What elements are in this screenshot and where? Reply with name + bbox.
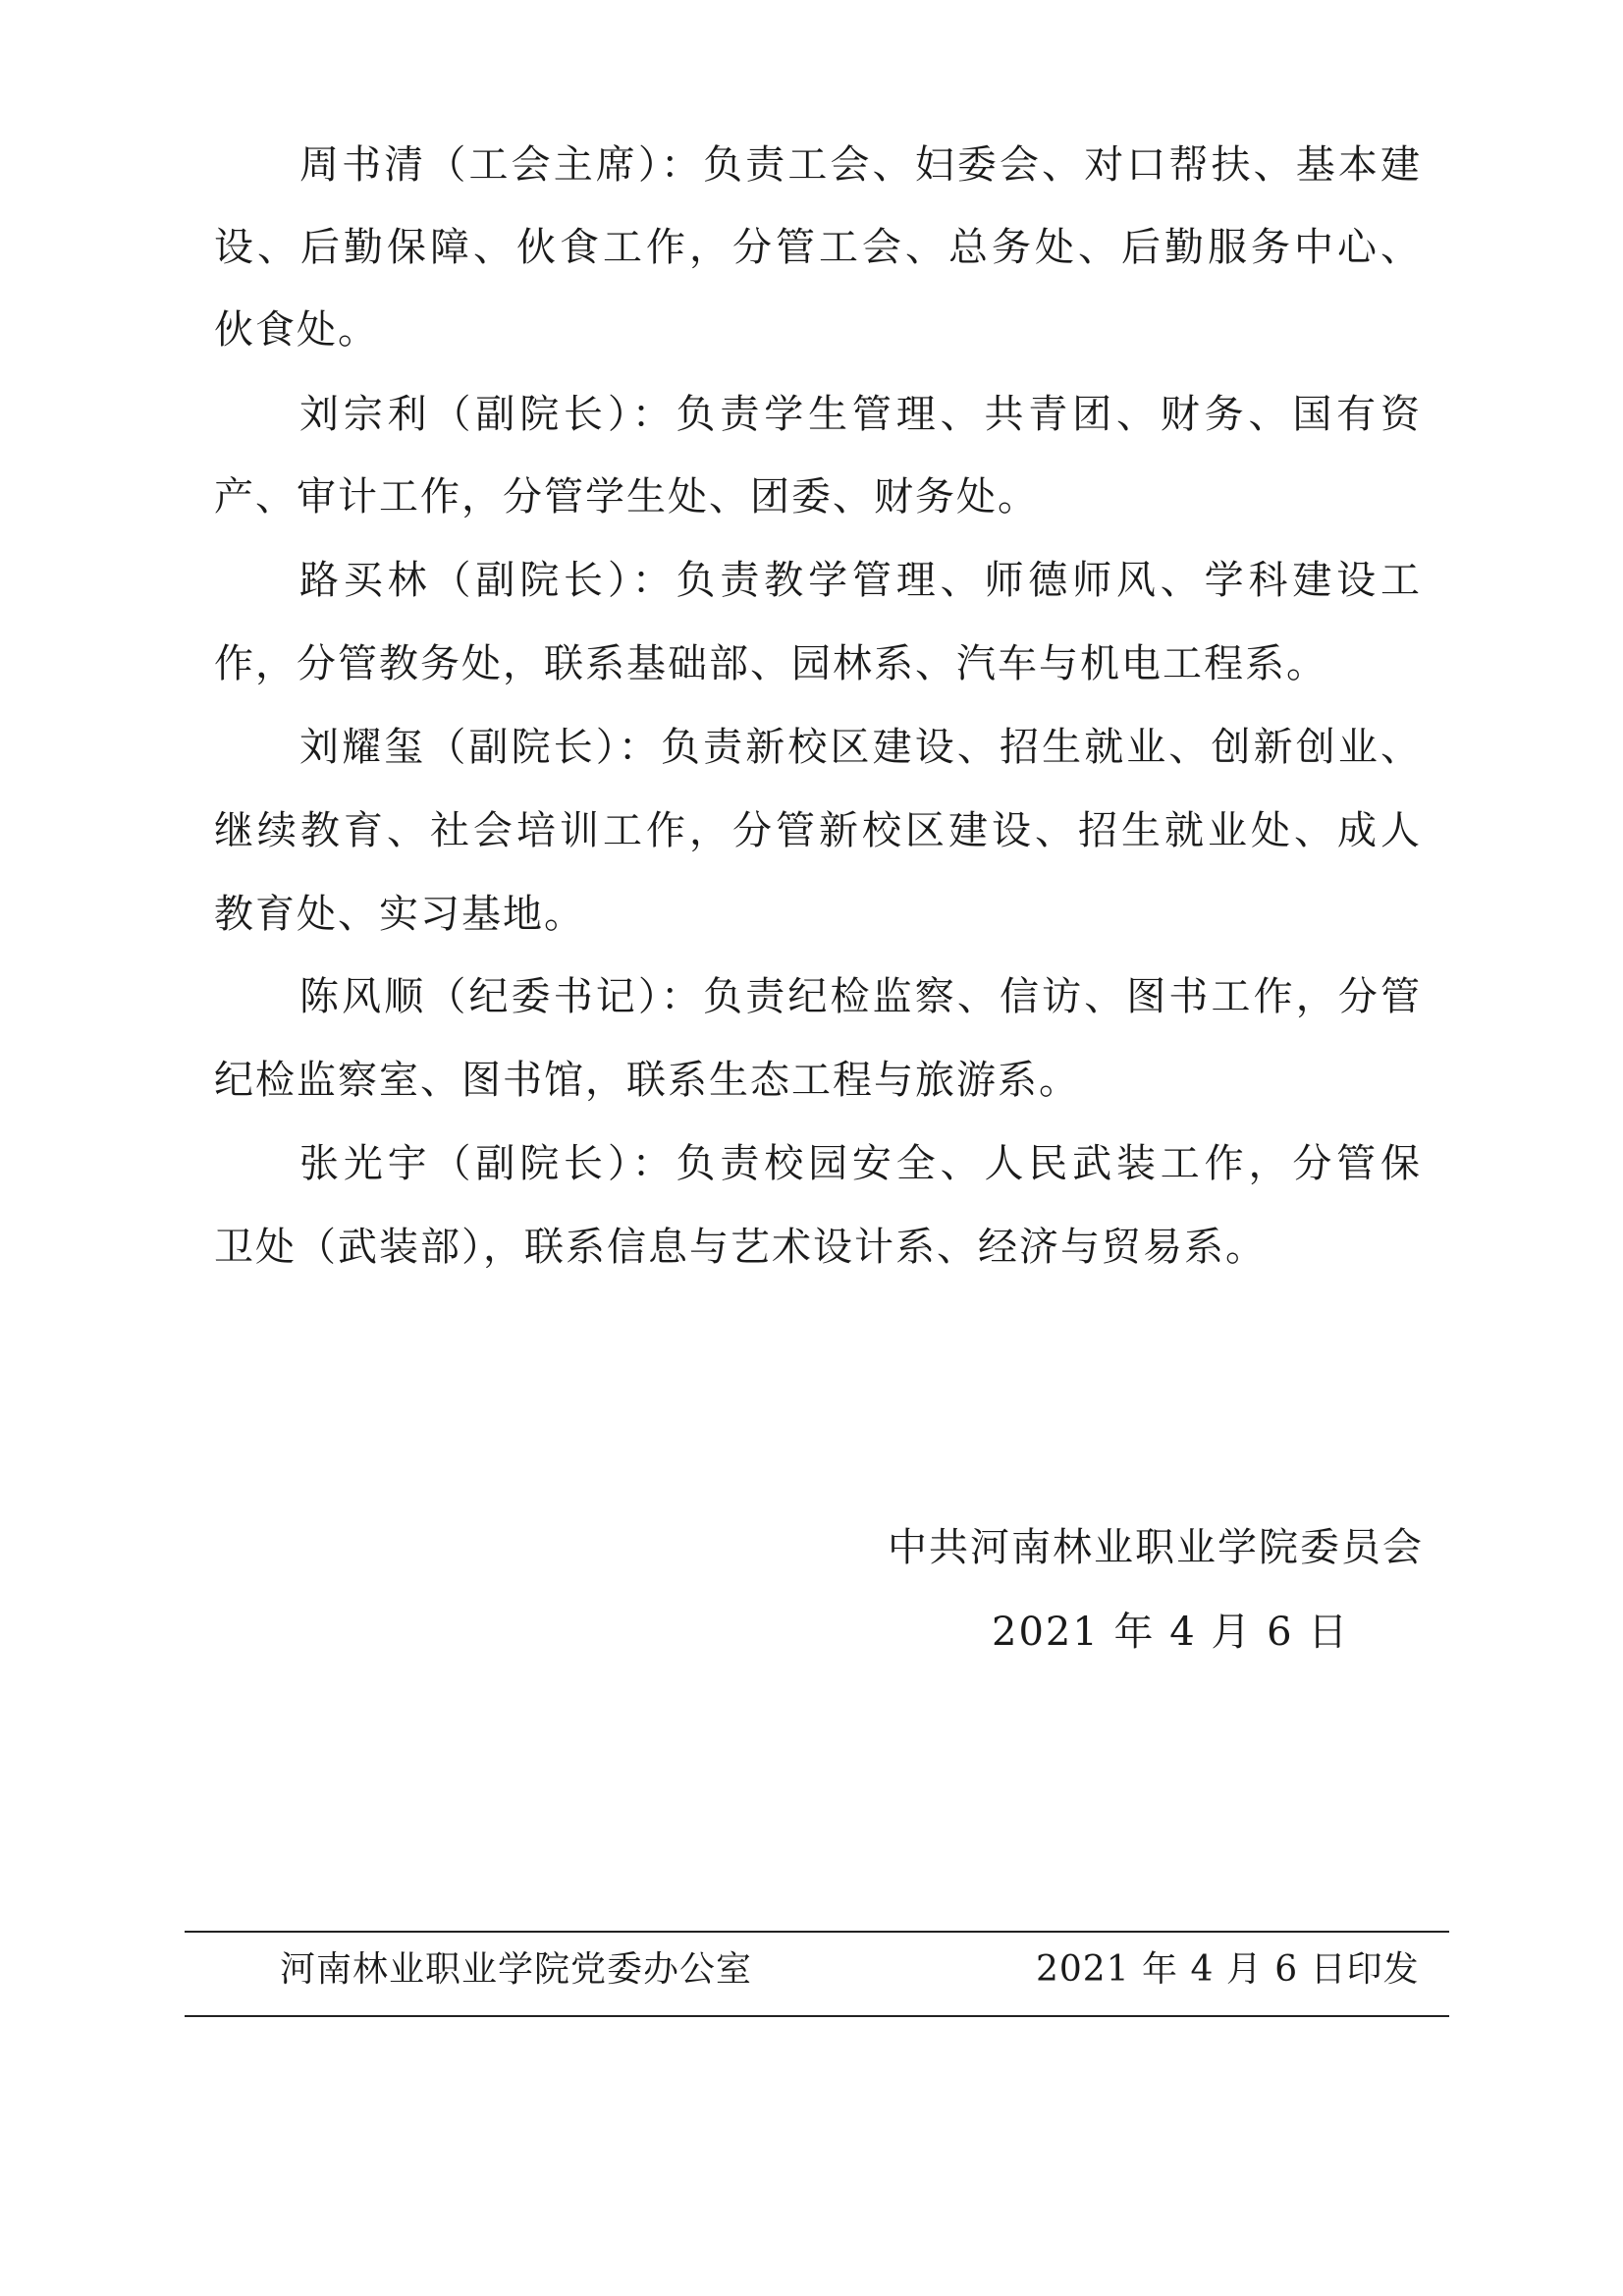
paragraph-1-line-1: 周书清（工会主席）：负责工会、妇委会、对口帮扶、基本建 bbox=[299, 142, 1422, 188]
footer-bottom-rule bbox=[185, 2015, 1449, 2017]
footer-top-rule bbox=[185, 1931, 1449, 1933]
paragraph-5-line-2: 纪检监察室、图书馆，联系生态工程与旅游系。 bbox=[214, 1058, 1080, 1103]
paragraph-6-line-2: 卫处（武装部），联系信息与艺术设计系、经济与贸易系。 bbox=[214, 1225, 1267, 1270]
paragraph-5-line-1: 陈风顺（纪委书记）：负责纪检监察、信访、图书工作，分管 bbox=[299, 974, 1422, 1019]
paragraph-3-line-2: 作，分管教务处，联系基础部、园林系、汽车与机电工程系。 bbox=[214, 641, 1327, 686]
paragraph-2-line-2: 产、审计工作，分管学生处、团委、财务处。 bbox=[214, 474, 1039, 519]
signature-date: 2021 年 4 月 6 日 bbox=[992, 1610, 1350, 1655]
paragraph-6-line-1: 张光宇（副院长）：负责校园安全、人民武装工作，分管保 bbox=[299, 1141, 1422, 1186]
paragraph-1-line-2: 设、后勤保障、伙食工作，分管工会、总务处、后勤服务中心、 bbox=[214, 225, 1422, 270]
paragraph-4-line-1: 刘耀玺（副院长）：负责新校区建设、招生就业、创新创业、 bbox=[299, 725, 1422, 770]
paragraph-1-line-3: 伙食处。 bbox=[214, 307, 379, 353]
paragraph-3-line-1: 路买林（副院长）：负责教学管理、师德师风、学科建设工 bbox=[299, 558, 1422, 603]
paragraph-2-line-1: 刘宗利（副院长）：负责学生管理、共青团、财务、国有资 bbox=[299, 392, 1422, 437]
signature-organization: 中共河南林业职业学院委员会 bbox=[888, 1525, 1424, 1570]
paragraph-4-line-3: 教育处、实习基地。 bbox=[214, 892, 585, 937]
footer-issuer: 河南林业职业学院党委办公室 bbox=[280, 1949, 753, 1990]
paragraph-4-line-2: 继续教育、社会培训工作，分管新校区建设、招生就业处、成人 bbox=[214, 808, 1422, 853]
footer-issue-date: 2021 年 4 月 6 日印发 bbox=[1036, 1949, 1420, 1990]
